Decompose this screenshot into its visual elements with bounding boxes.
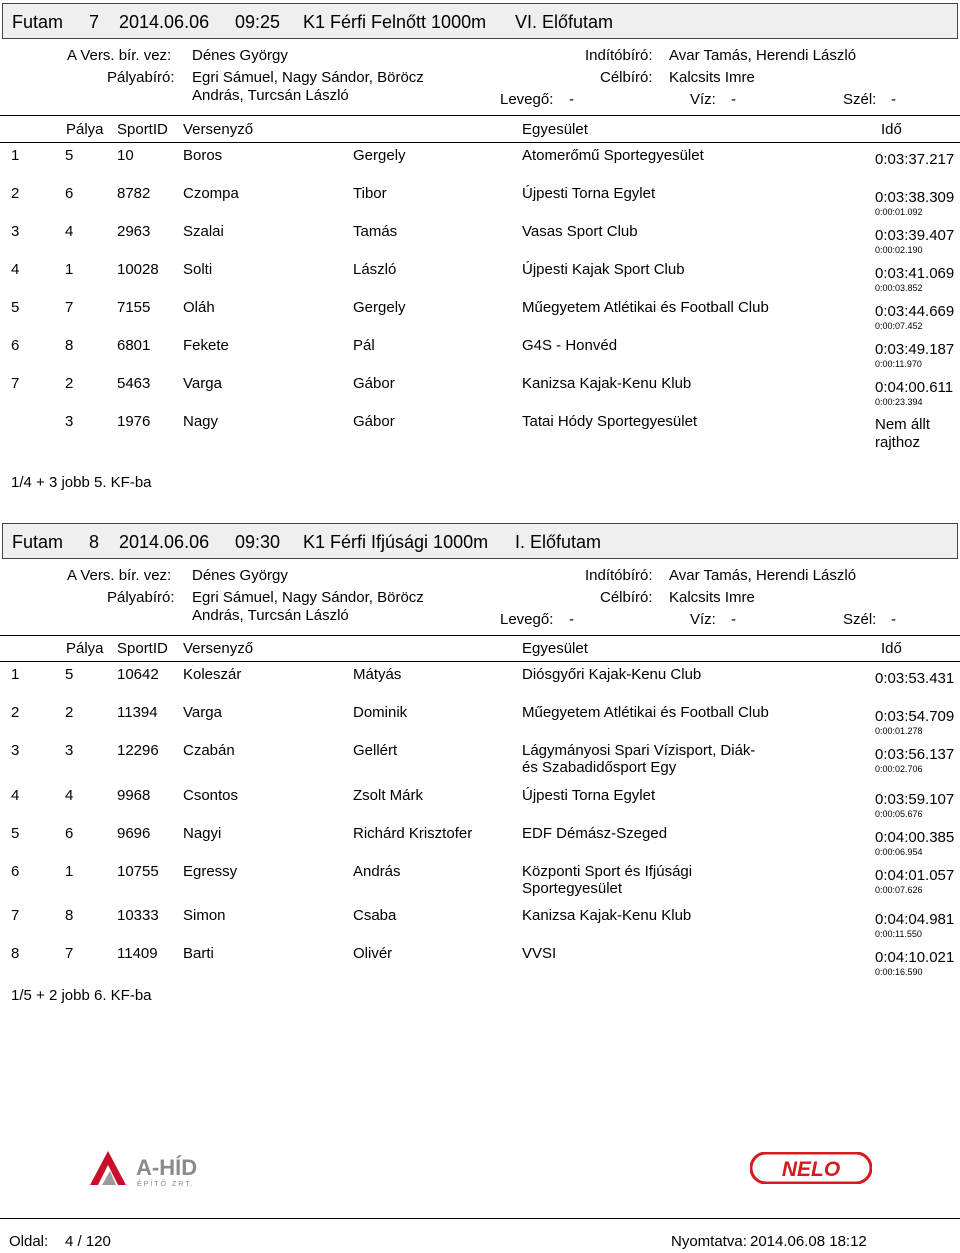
cell-sportid: 1976: [117, 413, 151, 430]
cell-club: Újpesti Torna Egylet: [522, 185, 656, 202]
cell-lane: 2: [65, 704, 74, 721]
cell-lastname: Nagy: [183, 413, 219, 430]
cell-firstname: Tibor: [353, 185, 387, 202]
table-row: [0, 945, 960, 983]
race-round: I. Előfutam: [515, 532, 602, 552]
cell-time: 0:03:59.107: [875, 791, 955, 808]
cell-lastname: Solti: [183, 261, 213, 278]
cell-club: G4S - Honvéd: [522, 337, 618, 354]
cell-time: 0:04:10.021: [875, 949, 955, 966]
cell-sportid: 5463: [117, 375, 151, 392]
cel-label: Célbíró:: [600, 589, 653, 606]
cell-lane: 7: [65, 299, 74, 316]
cell-place: 4: [11, 787, 20, 804]
cell-time-diff: 0:00:01.278: [875, 726, 923, 736]
cell-lastname: Varga: [183, 704, 222, 721]
footer-divider: [0, 1218, 960, 1219]
cell-club: Újpesti Torna Egylet: [522, 787, 656, 804]
table-row: [0, 299, 960, 337]
cell-lane: 6: [65, 825, 74, 842]
cell-club: Atomerőmű Sportegyesület: [522, 147, 704, 164]
cell-firstname: András: [353, 863, 401, 880]
col-sportid: SportID: [117, 640, 168, 657]
table-row: [0, 223, 960, 261]
table-row: [0, 261, 960, 299]
viz-label: Víz:: [690, 611, 716, 628]
table-row: [0, 825, 960, 863]
szel-label: Szél:: [843, 91, 877, 108]
race-event: K1 Férfi Ifjúsági 1000m: [303, 532, 489, 552]
cell-time-diff: 0:00:02.190: [875, 245, 923, 255]
cell-lane: 7: [65, 945, 74, 962]
table-row: [0, 742, 960, 787]
cell-firstname: Gábor: [353, 413, 395, 430]
cell-time-diff: 0:00:02.706: [875, 764, 923, 774]
cell-club: Vasas Sport Club: [522, 223, 638, 240]
szel-value: -: [891, 611, 896, 628]
cell-club: EDF Démász-Szeged: [522, 825, 668, 842]
cell-time: 0:03:54.709: [875, 708, 955, 725]
cell-place: 3: [11, 742, 20, 759]
cell-firstname: Dominik: [353, 704, 408, 721]
table-row: [0, 147, 960, 185]
table-row: [0, 863, 960, 907]
cell-firstname: Csaba: [353, 907, 397, 924]
cell-place: 5: [11, 825, 20, 842]
cell-sportid: 7155: [117, 299, 151, 316]
cell-time: 0:03:53.431: [875, 670, 955, 687]
cell-place: 4: [11, 261, 20, 278]
col-palya: Pálya: [66, 640, 104, 657]
printed-timestamp: 2014.06.08 18:12: [750, 1233, 867, 1250]
qualification-note: 1/5 + 2 jobb 6. KF-ba: [11, 987, 152, 1004]
cell-lane: 6: [65, 185, 74, 202]
svg-text:ÉPÍTŐ ZRT.: ÉPÍTŐ ZRT.: [137, 1181, 195, 1188]
table-row: [0, 907, 960, 945]
cell-firstname: László: [353, 261, 397, 278]
cell-club: Kanizsa Kajak-Kenu Klub: [522, 907, 692, 924]
race-date: 2014.06.06: [119, 532, 210, 552]
cell-place: 6: [11, 337, 20, 354]
divider: [0, 635, 960, 636]
table-row: [0, 704, 960, 742]
cell-time: 0:03:44.669: [875, 303, 955, 320]
cell-firstname: Pál: [353, 337, 375, 354]
cell-lastname: Szalai: [183, 223, 224, 240]
cell-place: 1: [11, 666, 20, 683]
cell-club: Diósgyőri Kajak-Kenu Club: [522, 666, 702, 683]
cell-time: 0:04:04.981: [875, 911, 955, 928]
cell-sportid: 11394: [117, 704, 158, 721]
cell-lastname: Csontos: [183, 787, 239, 804]
palya-value-1: Egri Sámuel, Nagy Sándor, Böröcz: [192, 69, 424, 86]
col-ido: Idő: [881, 640, 902, 657]
cell-lastname: Czompa: [183, 185, 239, 202]
cell-firstname: Olivér: [353, 945, 393, 962]
cell-sportid: 9968: [117, 787, 151, 804]
cell-lastname: Czabán: [183, 742, 235, 759]
cel-label: Célbíró:: [600, 69, 653, 86]
cell-lastname: Oláh: [183, 299, 215, 316]
race-time: 09:30: [235, 532, 281, 552]
cell-time-diff: 0:00:11.970: [875, 359, 922, 369]
palya-value-2: András, Turcsán László: [192, 607, 349, 624]
futam-label: Futam: [12, 532, 64, 552]
vers-label: A Vers. bír. vez:: [67, 47, 172, 64]
cell-place: 6: [11, 863, 20, 880]
cell-lane: 1: [65, 863, 74, 880]
cell-place: 1: [11, 147, 20, 164]
cell-lastname: Egressy: [183, 863, 238, 880]
cell-time-diff: 0:00:06.954: [875, 847, 923, 857]
cell-time-diff: 0:00:23.394: [875, 397, 923, 407]
table-row: [0, 666, 960, 704]
cell-firstname: Gergely: [353, 299, 406, 316]
cell-firstname: Gergely: [353, 147, 406, 164]
cell-place: 3: [11, 223, 20, 240]
cell-sportid: 10028: [117, 261, 159, 278]
indito-value: Avar Tamás, Herendi László: [669, 567, 857, 584]
cell-firstname: Gellért: [353, 742, 398, 759]
cell-firstname: Tamás: [353, 223, 398, 240]
race-round: VI. Előfutam: [515, 12, 614, 32]
cell-lane: 3: [65, 413, 74, 430]
cell-firstname: Zsolt Márk: [353, 787, 424, 804]
svg-text:NELO: NELO: [781, 1158, 841, 1181]
szel-value: -: [891, 91, 896, 108]
cell-time: 0:03:39.407: [875, 227, 955, 244]
cell-lastname: Fekete: [183, 337, 229, 354]
col-versenyzo: Versenyző: [183, 640, 254, 657]
palya-value-2: András, Turcsán László: [192, 87, 349, 104]
cell-lastname: Varga: [183, 375, 222, 392]
table-row: [0, 375, 960, 413]
cell-sportid: 6801: [117, 337, 151, 354]
race-number: 8: [89, 532, 100, 552]
svg-text:A-HÍD: A-HÍD: [136, 1155, 198, 1180]
cell-place: 2: [11, 704, 20, 721]
cell-club: Lágymányosi Spari Vízisport, Diák- és Szabadidősport Egy: [522, 742, 756, 776]
cel-value: Kalcsits Imre: [669, 69, 755, 86]
cell-time-diff: 0:00:05.676: [875, 809, 923, 819]
cell-lastname: Boros: [183, 147, 223, 164]
col-egyesulet: Egyesület: [522, 640, 588, 657]
cell-sportid: 8782: [117, 185, 151, 202]
cell-time-diff: 0:00:11.550: [875, 929, 922, 939]
cell-lastname: Simon: [183, 907, 226, 924]
divider: [0, 115, 960, 116]
divider: [0, 661, 960, 662]
cell-place: 7: [11, 907, 20, 924]
cell-lane: 8: [65, 907, 74, 924]
cell-lastname: Koleszár: [183, 666, 242, 683]
cell-time: 0:04:01.057: [875, 867, 955, 884]
palya-label: Pályabíró:: [107, 589, 175, 606]
cell-lane: 1: [65, 261, 74, 278]
col-palya: Pálya: [66, 121, 104, 138]
nelo-logo: [750, 1152, 872, 1184]
printed-label: Nyomtatva:: [671, 1233, 747, 1250]
race-number: 7: [89, 12, 100, 32]
levego-value: -: [569, 611, 574, 628]
cel-value: Kalcsits Imre: [669, 589, 755, 606]
levego-label: Levegő:: [500, 91, 554, 108]
cell-lane: 4: [65, 223, 74, 240]
cell-lastname: Barti: [183, 945, 214, 962]
indito-value: Avar Tamás, Herendi László: [669, 47, 857, 64]
cell-time-diff: 0:00:07.452: [875, 321, 923, 331]
cell-sportid: 12296: [117, 742, 159, 759]
table-row: [0, 787, 960, 825]
indito-label: Indítóbíró:: [585, 567, 653, 584]
cell-time-diff: 0:00:01.092: [875, 207, 923, 217]
indito-label: Indítóbíró:: [585, 47, 653, 64]
race-date: 2014.06.06: [119, 12, 210, 32]
cell-place: 8: [11, 945, 20, 962]
race-time: 09:25: [235, 12, 281, 32]
cell-club: VVSI: [522, 945, 557, 962]
cell-sportid: 10642: [117, 666, 159, 683]
cell-sportid: 10755: [117, 863, 159, 880]
cell-lastname: Nagyi: [183, 825, 222, 842]
cell-lane: 5: [65, 147, 74, 164]
cell-club: Műegyetem Atlétikai és Football Club: [522, 299, 769, 316]
race-header: [2, 523, 958, 559]
cell-club: Központi Sport és Ifjúsági Sportegyesület: [522, 863, 693, 897]
cell-lane: 4: [65, 787, 74, 804]
qualification-note: 1/4 + 3 jobb 5. KF-ba: [11, 474, 152, 491]
futam-label: Futam: [12, 12, 64, 32]
cell-lane: 3: [65, 742, 74, 759]
cell-time-diff: 0:00:16.590: [875, 967, 923, 977]
cell-firstname: Mátyás: [353, 666, 402, 683]
viz-label: Víz:: [690, 91, 716, 108]
szel-label: Szél:: [843, 611, 877, 628]
table-row: [0, 337, 960, 375]
viz-value: -: [731, 91, 736, 108]
cell-sportid: 2963: [117, 223, 151, 240]
vers-value: Dénes György: [192, 567, 288, 584]
a-hid-logo: [88, 1147, 238, 1189]
cell-lane: 2: [65, 375, 74, 392]
viz-value: -: [731, 611, 736, 628]
cell-firstname: Gábor: [353, 375, 395, 392]
race-event: K1 Férfi Felnőtt 1000m: [303, 12, 487, 32]
cell-place: 5: [11, 299, 20, 316]
cell-time: 0:04:00.385: [875, 829, 955, 846]
cell-time: 0:03:56.137: [875, 746, 955, 763]
col-sportid: SportID: [117, 121, 168, 138]
cell-time: Nem állt rajthoz: [875, 416, 931, 451]
cell-sportid: 11409: [117, 945, 158, 962]
page-number: 4 / 120: [65, 1233, 111, 1250]
cell-firstname: Richárd Krisztofer: [353, 825, 473, 842]
cell-time: 0:04:00.611: [875, 379, 954, 396]
cell-time: 0:03:38.309: [875, 189, 955, 206]
cell-club: Műegyetem Atlétikai és Football Club: [522, 704, 769, 721]
cell-club: Kanizsa Kajak-Kenu Klub: [522, 375, 692, 392]
cell-place: 2: [11, 185, 20, 202]
levego-label: Levegő:: [500, 611, 554, 628]
col-ido: Idő: [881, 121, 902, 138]
vers-label: A Vers. bír. vez:: [67, 567, 172, 584]
cell-time-diff: 0:00:03.852: [875, 283, 923, 293]
cell-time: 0:03:49.187: [875, 341, 955, 358]
cell-place: 7: [11, 375, 20, 392]
page-label: Oldal:: [9, 1233, 49, 1250]
levego-value: -: [569, 91, 574, 108]
palya-label: Pályabíró:: [107, 69, 175, 86]
cell-time: 0:03:41.069: [875, 265, 955, 282]
table-row: [0, 185, 960, 223]
col-versenyzo: Versenyző: [183, 121, 254, 138]
cell-sportid: 10: [117, 147, 134, 164]
divider: [0, 142, 960, 143]
cell-club: Tatai Hódy Sportegyesület: [522, 413, 698, 430]
cell-lane: 5: [65, 666, 74, 683]
col-egyesulet: Egyesület: [522, 121, 588, 138]
table-row: [0, 413, 960, 451]
cell-sportid: 10333: [117, 907, 159, 924]
cell-time: 0:03:37.217: [875, 151, 955, 168]
cell-time-diff: 0:00:07.626: [875, 885, 923, 895]
race-header: [2, 3, 958, 39]
cell-club: Újpesti Kajak Sport Club: [522, 261, 685, 278]
palya-value-1: Egri Sámuel, Nagy Sándor, Böröcz: [192, 589, 424, 606]
cell-lane: 8: [65, 337, 74, 354]
vers-value: Dénes György: [192, 47, 288, 64]
cell-sportid: 9696: [117, 825, 151, 842]
